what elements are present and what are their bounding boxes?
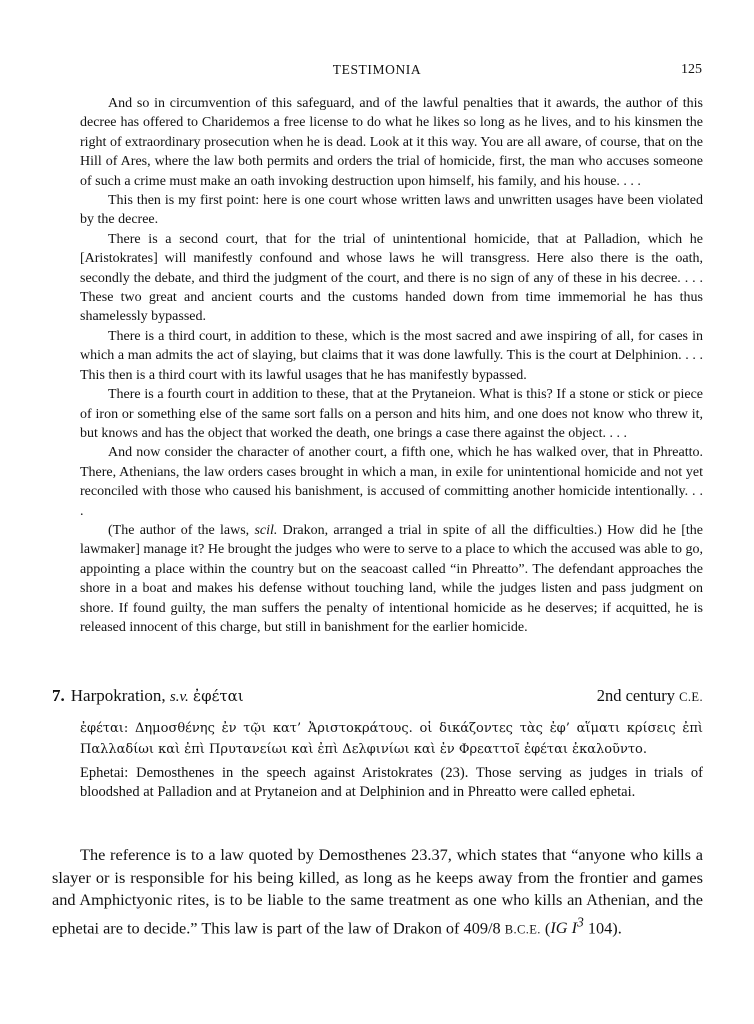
quote-paragraph: There is a third court, in addition to these, which is the most sacred and awe inspiring of all, for cases in which a man admits the act of slaying, but claims that it was done lawfully. This is the court at Delphinion. . . . This then is a third court with its lawful usages that he has manifestly bypassed. — [80, 328, 703, 383]
ig-number: 104 — [583, 917, 613, 937]
entry-lemma: ἐφέται — [193, 687, 244, 705]
ig-edition: 3 — [577, 914, 584, 930]
quote-text: Drakon, arranged a trial in spite of all the difficulties.) How did he [the lawmaker] manage it? He brought the judges who were to serve to a place to which the accused was able to go, appointing a place within the country but on the seacoast called “in Phreatto”. The defendant approaches the shore in a boat and makes his defense without touching land, while the judges listen and pass judgment on shore. If found guilty, the man suffers the penalty of intentional homicide as he deserves; if acquitted, he is released innocent of this charge, but still in banishment for the earlier homicide. — [80, 522, 704, 635]
quote-text: (The author of the laws, — [108, 522, 255, 538]
commentary-paragraph — [52, 844, 703, 940]
testimonium-heading — [52, 686, 703, 708]
entry-number: 7. — [52, 686, 65, 705]
paren-close: ). — [612, 917, 622, 937]
translation-text: Ephetai: Demosthenes in the speech against Aristokrates (23). Those serving as judges in trials of bloodshed at Palladion and at Prytaneion and at Delphinion and in Phreatto were called ephetai. — [80, 765, 703, 800]
ig-citation — [550, 914, 584, 937]
quote-paragraph: There is a second court, that for the trial of unintentional homicide, that at Palladion, which he [Aristokrates] will manifestly confound and whose laws he will transgress. Here also there is the oath, secondly the debate, and third the judgment of the court, and there is no sign of any of these in his decree. . . . These two great and ancient courts and the customs handed down from time immemorial he has thus shamelessly bypassed. — [80, 231, 703, 325]
commentary-era: B.C.E. — [504, 921, 541, 936]
entry-author: Harpokration, — [70, 686, 166, 705]
running-head — [0, 62, 754, 80]
quote-paragraph: And so in circumvention of this safeguard, and of the lawful penalties that it awards, the author of this decree has offered to Charidemos a free license to do what he likes so long as he lives, and to his kinsmen the right of extraordinary prosecution when he is dead. Look at it this way. You are all aware, of course, that on the Hill of Ares, where the law both permits and orders the trial of homicide, first, the man who accuses someone of such a crime must make an oath invoking destruction upon himself, his family, and his house. . . . — [80, 96, 703, 189]
quote-paragraph: And now consider the character of another court, a fifth one, which he has walked over, that in Phreatto. There, Athenians, the law orders cases brought in which a man, in exile for unintentional homicide and not yet reconciled with those who caused his banishment, is accused of committing another homicide intentionally. . . . — [80, 445, 703, 519]
date-text: 2nd century — [596, 686, 676, 705]
page-number: 125 — [681, 62, 702, 77]
commentary-text: The reference is to a law quoted by Demosthenes 23.37, which states that “anyone who kills a slayer or is responsible for his being killed, as long as he keeps away from the frontier and games and Amphictyonic rites, is to be liable to the same treatment as one who kills an Athenian, and the ephetai are to decide.” This law is part of the law of Drakon of 409/8 — [52, 845, 703, 937]
ig-volume: I — [567, 917, 577, 937]
running-title: TESTIMONIA — [332, 62, 422, 77]
entry-title — [52, 686, 244, 706]
sub-voce-abbreviation: s.v. — [169, 689, 189, 705]
entry-date — [597, 686, 703, 706]
quote-paragraph: This then is my first point: here is one court whose written laws and unwritten usages have been violated by the decree. — [80, 193, 703, 228]
quote-paragraph-final — [80, 521, 703, 637]
ig-abbreviation: IG — [550, 917, 568, 937]
greek-text: ἐφέται: Δημοσθένης ἐν τῷι κατ’ Ἀριστοκράτους. οἱ δικάζοντες τὰς ἐφ’ αἵματι κρίσεις ἐπὶ Παλλαδίωι καὶ ἐπὶ Πρυτανείωι καὶ ἐπὶ Δελφινίωι καὶ ἐν Φρεαττοῖ ἐφέται ἐκαλοῦντο. — [80, 721, 703, 757]
quote-paragraph: There is a fourth court in addition to these, that at the Prytaneion. What is this? If a stone or stick or piece of iron or something else of the same sort falls on a person and hits him, and one does not know who threw it, but knows and has the object that worked the death, one brings a case there against the object. . . . — [80, 387, 703, 441]
date-era: C.E. — [679, 690, 703, 704]
quoted-passage — [80, 94, 703, 637]
scil-abbreviation: scil. — [254, 522, 278, 538]
paren-open: ( — [540, 917, 551, 937]
